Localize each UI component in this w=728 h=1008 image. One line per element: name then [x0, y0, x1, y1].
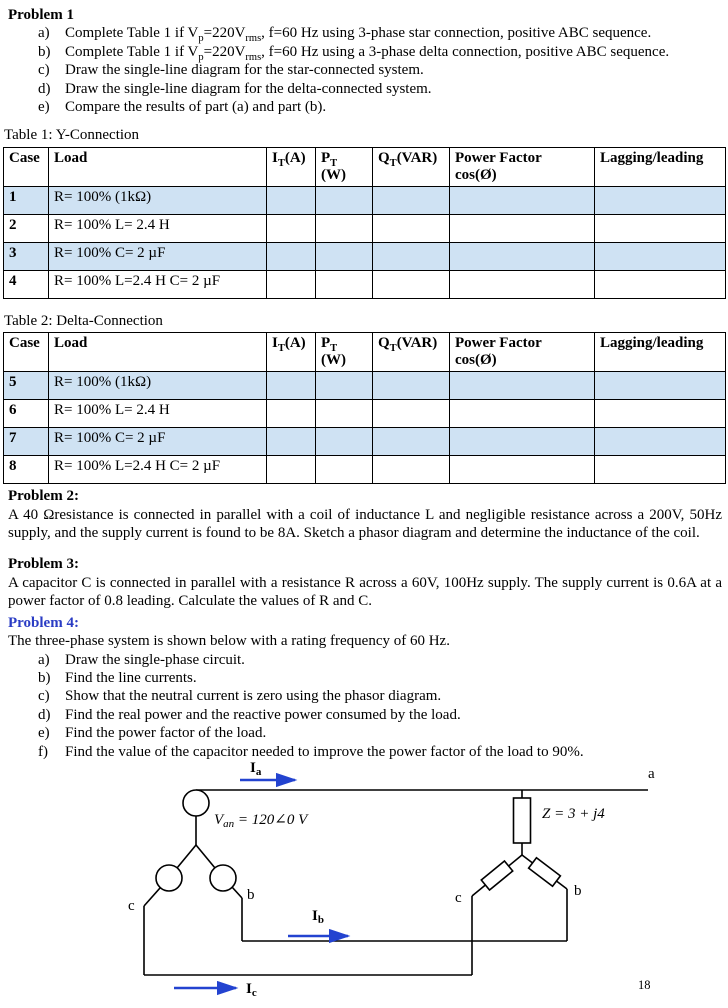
list-item — [38, 98, 722, 116]
table-1-y-connection — [3, 147, 726, 299]
header-power-factor: Power Factor cos(Ø) — [450, 333, 595, 372]
empty-cell — [316, 186, 373, 214]
list-text: Find the line currents. — [65, 669, 197, 686]
load-cell: R= 100% C= 2 µF — [49, 428, 267, 456]
problem-1-title: Problem 1 — [8, 7, 74, 23]
header-power-factor: Power Factor cos(Ø) — [450, 147, 595, 186]
terminal-label-a-right: a — [648, 766, 655, 782]
problem-3-title: Problem 3: — [8, 556, 79, 573]
table-row — [4, 428, 726, 456]
current-label-ia: $I_a$ — [250, 760, 262, 778]
source-circle-c — [156, 865, 182, 891]
list-letter: a) — [38, 25, 50, 42]
empty-cell — [595, 372, 726, 400]
current-label-ib: $I_b$ — [312, 908, 324, 926]
empty-cell — [267, 270, 316, 298]
empty-cell — [595, 242, 726, 270]
load-cell: R= 100% L= 2.4 H — [49, 400, 267, 428]
wire — [196, 845, 215, 868]
impedance-rect-a — [514, 798, 531, 843]
list-item — [38, 24, 722, 45]
list-item — [38, 651, 722, 669]
problem-2-body: A 40 Ωresistance is connected in parallel with a coil of inductance L and negligible resistance across a 200V, 50Hz supply, and the supply current is found to be 8A. Sketch a phasor diagram and determine the inductance of the coil. — [8, 506, 722, 542]
list-text: Compare the results of part (a) and part (b). — [65, 99, 327, 116]
case-cell: 4 — [4, 270, 49, 298]
table-1-caption: Table 1: Y-Connection — [4, 127, 140, 144]
empty-cell — [373, 456, 450, 484]
header-total-current: $I_T(A)$ — [267, 147, 316, 186]
list-text: Find the value of the capacitor needed to improve the power factor of the load to 90%. — [65, 743, 584, 760]
wire — [177, 845, 196, 868]
wire — [144, 888, 160, 906]
list-letter: d) — [38, 80, 51, 97]
load-cell: R= 100% L=2.4 H C= 2 µF — [49, 456, 267, 484]
case-cell: 7 — [4, 428, 49, 456]
table-2-caption: Table 2: Delta-Connection — [4, 312, 163, 329]
header-load: Load — [49, 333, 267, 372]
empty-cell — [316, 400, 373, 428]
list-text: Complete Table 1 if $V_p=220V_{rms}$, f=60 Hz using a 3-phase delta connection, positive ABC sequence. — [65, 43, 670, 63]
table-row — [4, 242, 726, 270]
empty-cell — [595, 186, 726, 214]
empty-cell — [373, 214, 450, 242]
list-letter: e) — [38, 725, 50, 742]
table-header-row — [4, 147, 726, 186]
list-item — [38, 43, 722, 61]
list-text: Find the power factor of the load. — [65, 725, 267, 742]
empty-cell — [450, 270, 595, 298]
problem-3-body: A capacitor C is connected in parallel with a resistance R across a 60V, 100Hz supply. The supply current is 0.6A at a power factor of 0.8 leading. Calculate the values of R and C. — [8, 574, 722, 610]
list-text: Draw the single-line diagram for the delta-connected system. — [65, 80, 432, 97]
empty-cell — [450, 242, 595, 270]
list-text: Complete Table 1 if $V_p=220V_{rms}$, f=60 Hz using 3-phase star connection, positive ABC sequence. — [65, 25, 652, 45]
empty-cell — [373, 428, 450, 456]
empty-cell — [595, 456, 726, 484]
problem-2-title: Problem 2: — [8, 488, 79, 505]
list-item — [38, 724, 722, 742]
table-2-delta-connection — [3, 332, 726, 484]
terminal-label-c-right: c — [455, 890, 462, 906]
list-item — [38, 706, 722, 724]
empty-cell — [316, 214, 373, 242]
case-cell: 8 — [4, 456, 49, 484]
header-lagging-leading: Lagging/leading — [595, 333, 726, 372]
table-row — [4, 214, 726, 242]
header-case: Case — [4, 333, 49, 372]
list-letter: e) — [38, 99, 50, 116]
problem-4-list — [38, 651, 722, 761]
header-lagging-leading: Lagging/leading — [595, 147, 726, 186]
empty-cell — [267, 186, 316, 214]
empty-cell — [450, 214, 595, 242]
header-total-power: $P_T$ (W) — [316, 147, 373, 186]
header-total-power: $P_T$ (W) — [316, 333, 373, 372]
case-cell: 6 — [4, 400, 49, 428]
empty-cell — [316, 456, 373, 484]
table-row — [4, 270, 726, 298]
table-row — [4, 456, 726, 484]
load-cell: R= 100% C= 2 µF — [49, 242, 267, 270]
empty-cell — [373, 400, 450, 428]
impedance-rect-b — [529, 858, 561, 886]
empty-cell — [267, 242, 316, 270]
list-item — [38, 669, 722, 687]
header-case: Case — [4, 147, 49, 186]
empty-cell — [267, 214, 316, 242]
list-text: Draw the single-line diagram for the star-connected system. — [65, 62, 424, 79]
case-cell: 2 — [4, 214, 49, 242]
impedance-value-label: Z = 3 + j4 — [542, 806, 605, 822]
three-phase-circuit-diagram — [0, 752, 728, 1008]
source-voltage-label: $V_{an}$ = 120∠0 V — [214, 812, 308, 830]
source-circle-a — [183, 790, 209, 816]
list-letter: f) — [38, 743, 48, 760]
list-letter: d) — [38, 706, 51, 723]
table-row — [4, 400, 726, 428]
table-header-row — [4, 333, 726, 372]
table-row — [4, 186, 726, 214]
empty-cell — [373, 372, 450, 400]
list-item — [38, 80, 722, 98]
terminal-label-b-right: b — [574, 883, 582, 899]
empty-cell — [595, 428, 726, 456]
empty-cell — [373, 186, 450, 214]
list-letter: b) — [38, 43, 51, 60]
header-reactive-power: $Q_T(VAR)$ — [373, 333, 450, 372]
table-row — [4, 372, 726, 400]
load-cell: R= 100% L= 2.4 H — [49, 214, 267, 242]
page-number: 18 — [638, 978, 651, 992]
list-text: Find the real power and the reactive power consumed by the load. — [65, 706, 461, 723]
empty-cell — [595, 270, 726, 298]
problem-4-intro: The three-phase system is shown below with a rating frequency of 60 Hz. — [8, 633, 450, 650]
header-load: Load — [49, 147, 267, 186]
empty-cell — [595, 400, 726, 428]
list-letter: c) — [38, 62, 50, 79]
wire — [232, 887, 242, 898]
impedance-rect-c — [481, 861, 512, 890]
current-label-ic: $I_c$ — [246, 981, 257, 999]
load-cell: R= 100% (1kΩ) — [49, 186, 267, 214]
list-letter: c) — [38, 688, 50, 705]
list-text: Show that the neutral current is zero using the phasor diagram. — [65, 688, 442, 705]
problem-1-list — [38, 24, 722, 116]
terminal-label-b-left: b — [247, 887, 255, 903]
load-cell: R= 100% (1kΩ) — [49, 372, 267, 400]
list-item — [38, 61, 722, 79]
empty-cell — [316, 428, 373, 456]
empty-cell — [450, 186, 595, 214]
empty-cell — [373, 242, 450, 270]
case-cell: 3 — [4, 242, 49, 270]
empty-cell — [316, 270, 373, 298]
empty-cell — [450, 428, 595, 456]
empty-cell — [373, 270, 450, 298]
empty-cell — [450, 456, 595, 484]
header-total-current: $I_T(A)$ — [267, 333, 316, 372]
case-cell: 5 — [4, 372, 49, 400]
empty-cell — [595, 214, 726, 242]
load-cell: R= 100% L=2.4 H C= 2 µF — [49, 270, 267, 298]
problem-4-title: Problem 4: — [8, 614, 79, 631]
empty-cell — [450, 372, 595, 400]
list-item — [38, 687, 722, 705]
list-letter: b) — [38, 669, 51, 686]
list-text: Draw the single-phase circuit. — [65, 651, 245, 668]
case-cell: 1 — [4, 186, 49, 214]
empty-cell — [267, 372, 316, 400]
empty-cell — [316, 372, 373, 400]
empty-cell — [267, 428, 316, 456]
empty-cell — [450, 400, 595, 428]
list-letter: a) — [38, 651, 50, 668]
empty-cell — [316, 242, 373, 270]
terminal-label-c-left: c — [128, 898, 135, 914]
empty-cell — [267, 456, 316, 484]
empty-cell — [267, 400, 316, 428]
header-reactive-power: $Q_T(VAR)$ — [373, 147, 450, 186]
